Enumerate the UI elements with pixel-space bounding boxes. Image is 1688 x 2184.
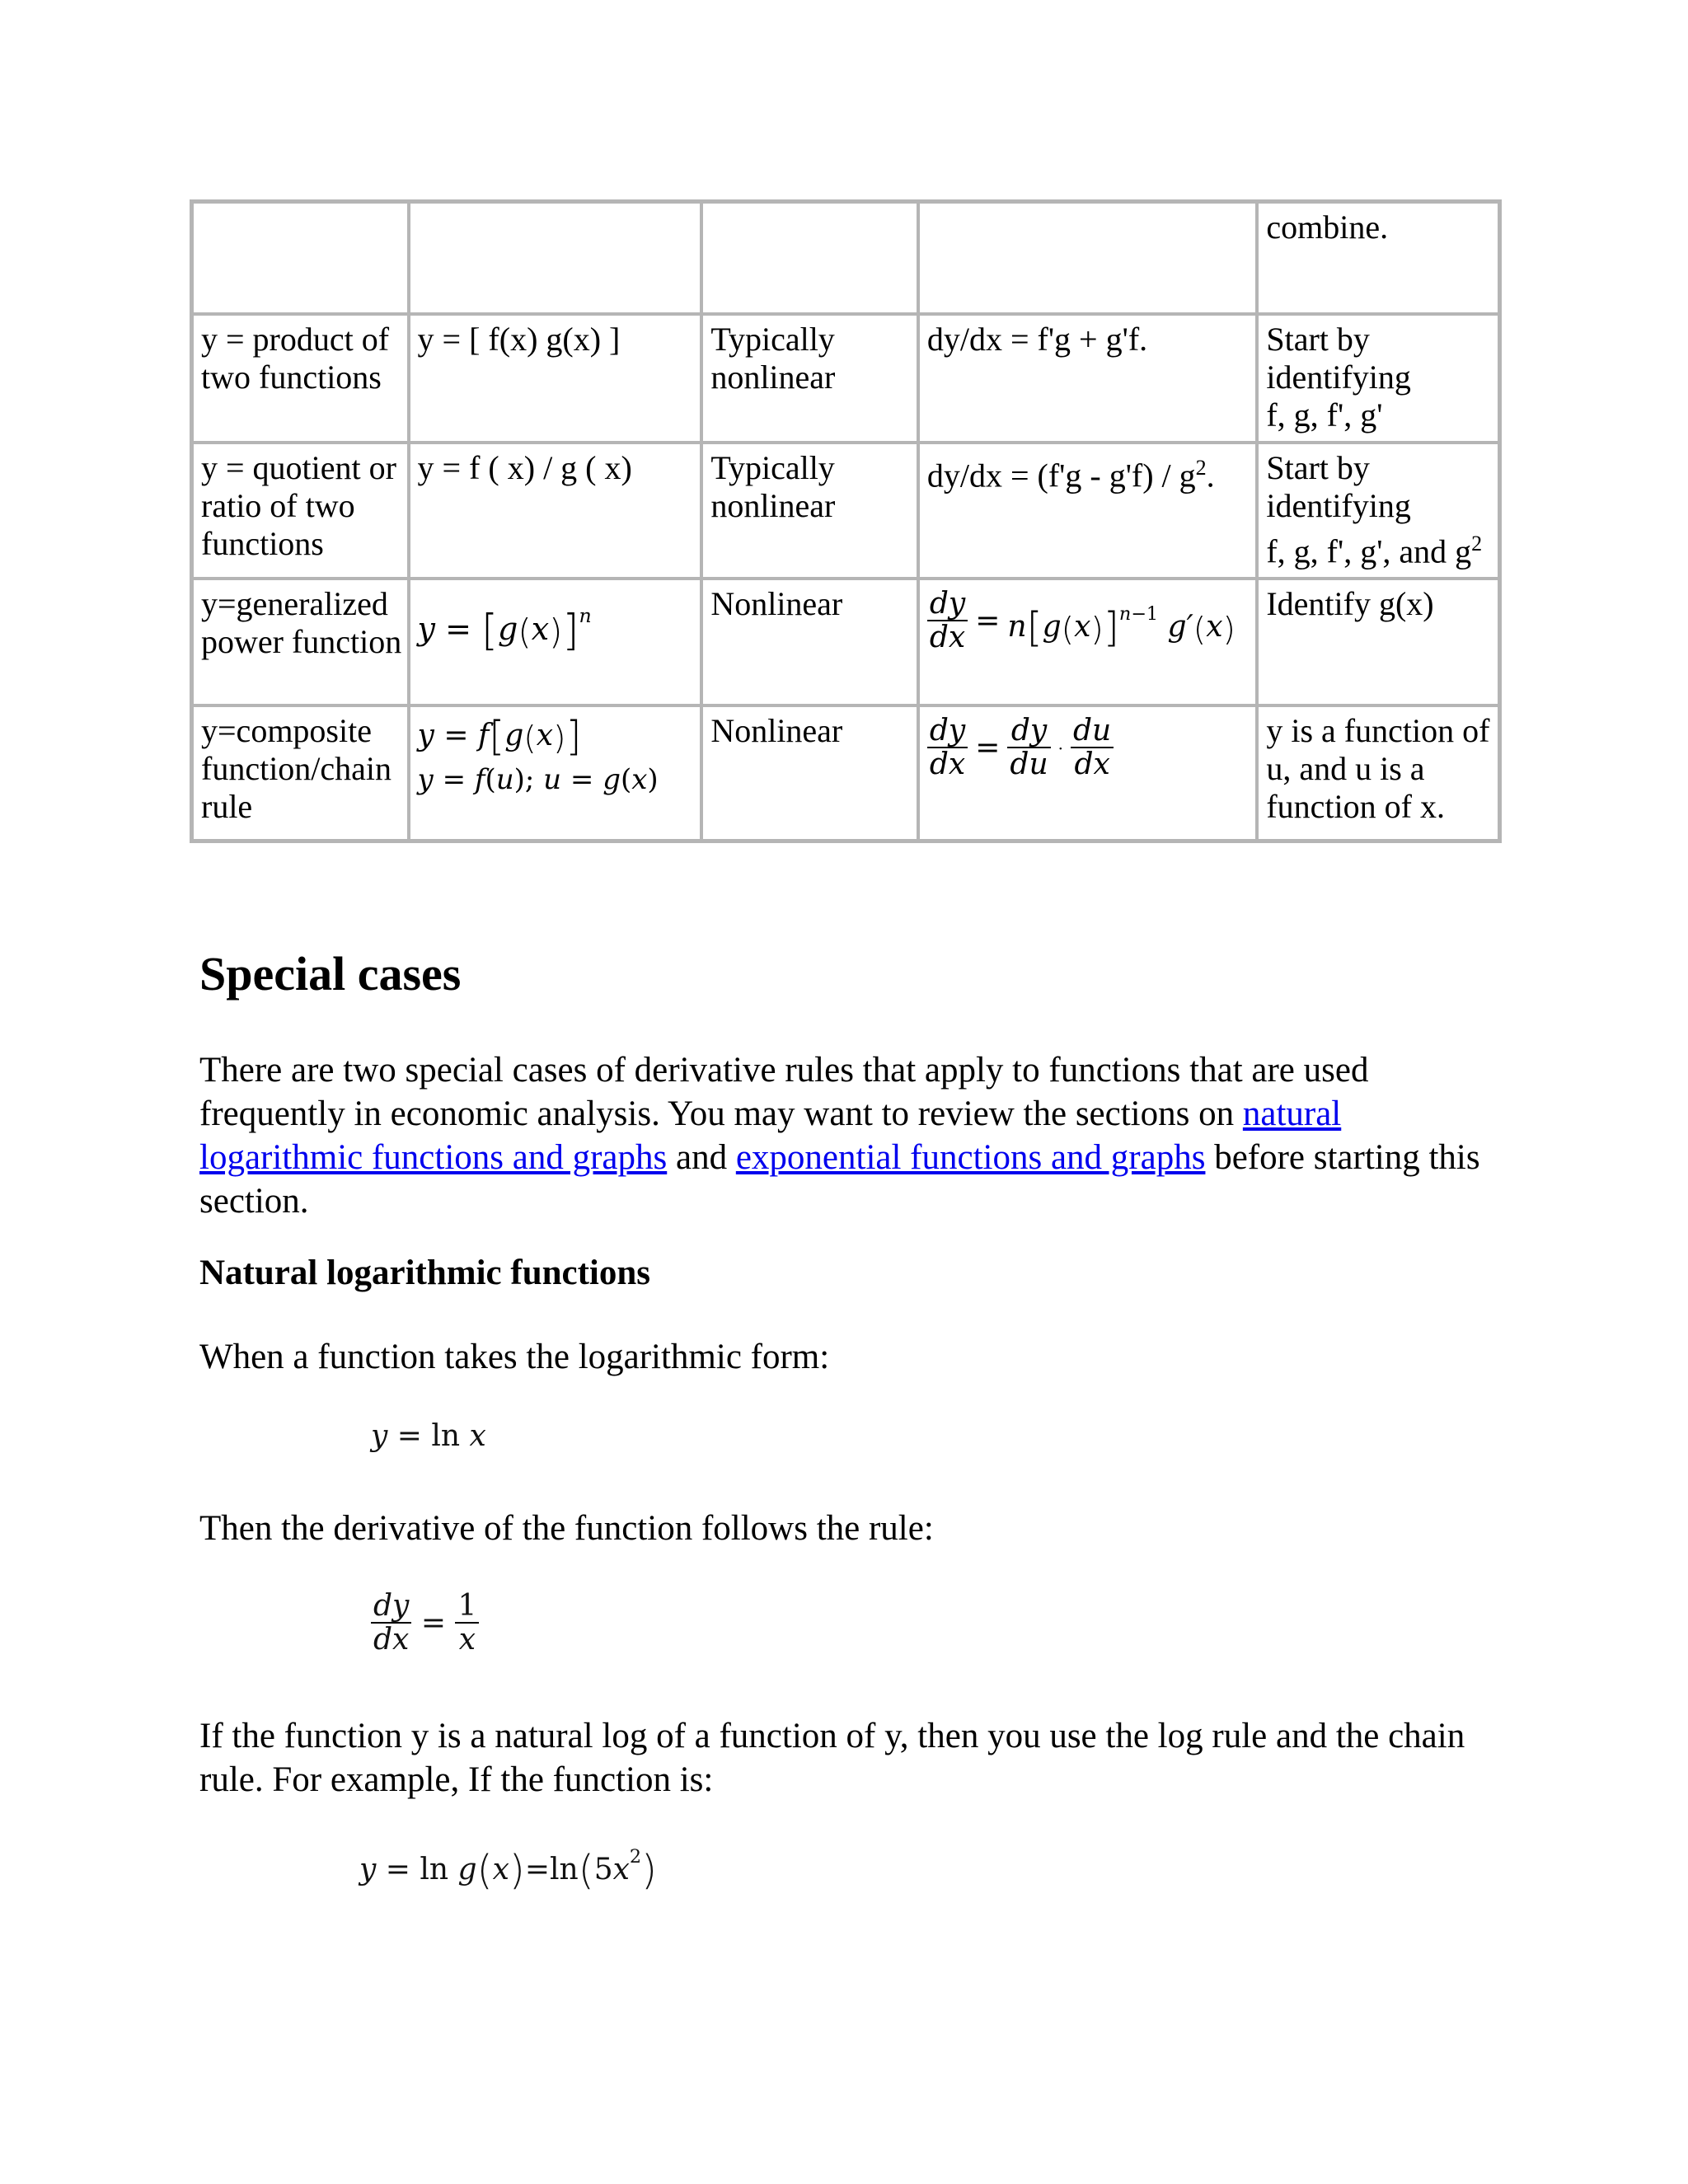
type-line: function/chain: [201, 750, 392, 788]
cell-function-type: [192, 202, 409, 314]
note-exponent: 2: [1471, 532, 1483, 555]
cell-derivative: dy/dx = f'g + g'f.: [918, 314, 1258, 443]
cell-derivative: [918, 443, 1258, 579]
cell-derivative: [918, 579, 1258, 705]
natural-log-link[interactable]: natural logarithmic functions and graphs: [199, 1094, 1342, 1177]
cell-function-form: y = f ( x) / g ( x): [409, 443, 702, 579]
note-line: identifying: [1266, 487, 1411, 524]
cell-note: [1257, 705, 1499, 841]
log-form-paragraph: When a function takes the logarithmic form:: [199, 1338, 830, 1376]
table-row: [192, 579, 1499, 705]
cell-note: [1257, 314, 1499, 443]
equation-ln-x: y = ln x: [371, 1419, 486, 1453]
cell-function-type: y = product of two functions: [192, 314, 409, 443]
type-line: rule: [201, 788, 253, 826]
cell-derivative: [918, 705, 1258, 841]
cell-linearity: Typically nonlinear: [701, 314, 918, 443]
note-line: function of x.: [1266, 788, 1445, 826]
exponential-link[interactable]: exponential functions and graphs: [735, 1138, 1206, 1177]
derivative-rule-paragraph: Then the derivative of the function follows the rule:: [199, 1509, 934, 1548]
table-row: [192, 314, 1499, 443]
intro-text: There are two special cases of derivative rules that apply to functions that are used frequently in economic analysis. You may want to review the sections on: [199, 1051, 1369, 1133]
cell-linearity: Typically nonlinear: [701, 443, 918, 579]
cell-function-type: [192, 705, 409, 841]
cell-function-form: [409, 705, 702, 841]
table-row: [192, 705, 1499, 841]
cell-note: combine.: [1257, 202, 1499, 314]
cell-derivative: [918, 202, 1258, 314]
cell-linearity: [701, 202, 918, 314]
note-line: Start by: [1266, 321, 1370, 358]
equation-ln-5x-squared: $y = \ln g(x)=\ln(5x^2)$: [359, 1846, 658, 1894]
derivative-rules-table: [190, 199, 1502, 843]
note-line: u, and u is a: [1266, 750, 1425, 788]
derivative-exponent: 2: [1195, 456, 1207, 480]
type-line: y=composite: [201, 712, 372, 750]
type-line: power function: [201, 623, 402, 661]
derivative-period: .: [1206, 457, 1215, 494]
derivative-text: dy/dx = (f'g - g'f) / g: [926, 457, 1196, 494]
cell-note: [1257, 443, 1499, 579]
cell-function-type: y = quotient or ratio of two functions: [192, 443, 409, 579]
generalized-power-derivative: $\frac{dy}{dx}$ = $n[g(x)]^{n-1}$ g′(x): [927, 588, 1236, 654]
type-line: y=generalized: [201, 585, 388, 623]
cell-note: Identify g(x): [1257, 579, 1499, 705]
note-line: y is a function of: [1266, 712, 1490, 750]
subsection-title: Natural logarithmic functions: [199, 1254, 651, 1292]
intro-text: and: [667, 1138, 736, 1177]
generalized-power-formula: $y = [g(x)]^n$: [417, 604, 592, 656]
equation-dy-dx-one-over-x: $\frac{dy}{dx}$ = $\frac{1}{x}$: [371, 1591, 479, 1656]
table-row: [192, 202, 1499, 314]
section-title: Special cases: [199, 947, 462, 1001]
intro-paragraph: [199, 1048, 1502, 1223]
composite-substitution: y = f(u); u = g(x): [417, 763, 659, 797]
chain-paragraph: If the function y is a natural log of a function of y, then you use the log rule and the chain rule. For example, If the function is:: [199, 1717, 1465, 1799]
chain-rule-derivative: $\frac{dy}{dx}$ = $\frac{dy}{du}$ · $\frac{du}{dx}$: [927, 715, 1114, 780]
note-line: identifying: [1266, 359, 1411, 396]
cell-function-type: [192, 579, 409, 705]
note-text: f, g, f', g', and g: [1266, 532, 1472, 570]
cell-function-form: [409, 202, 702, 314]
cell-function-form: y = [ f(x) g(x) ]: [409, 314, 702, 443]
note-line: Start by: [1266, 449, 1370, 486]
note-line: [1266, 525, 1490, 570]
note-line: f, g, f', g': [1266, 396, 1383, 434]
intro-text: before starting this section.: [199, 1138, 1480, 1221]
cell-linearity: Nonlinear: [701, 579, 918, 705]
cell-linearity: Nonlinear: [701, 705, 918, 841]
composite-formula: y = f[g(x)]: [417, 714, 582, 761]
table-row: [192, 443, 1499, 579]
cell-function-form: [409, 579, 702, 705]
